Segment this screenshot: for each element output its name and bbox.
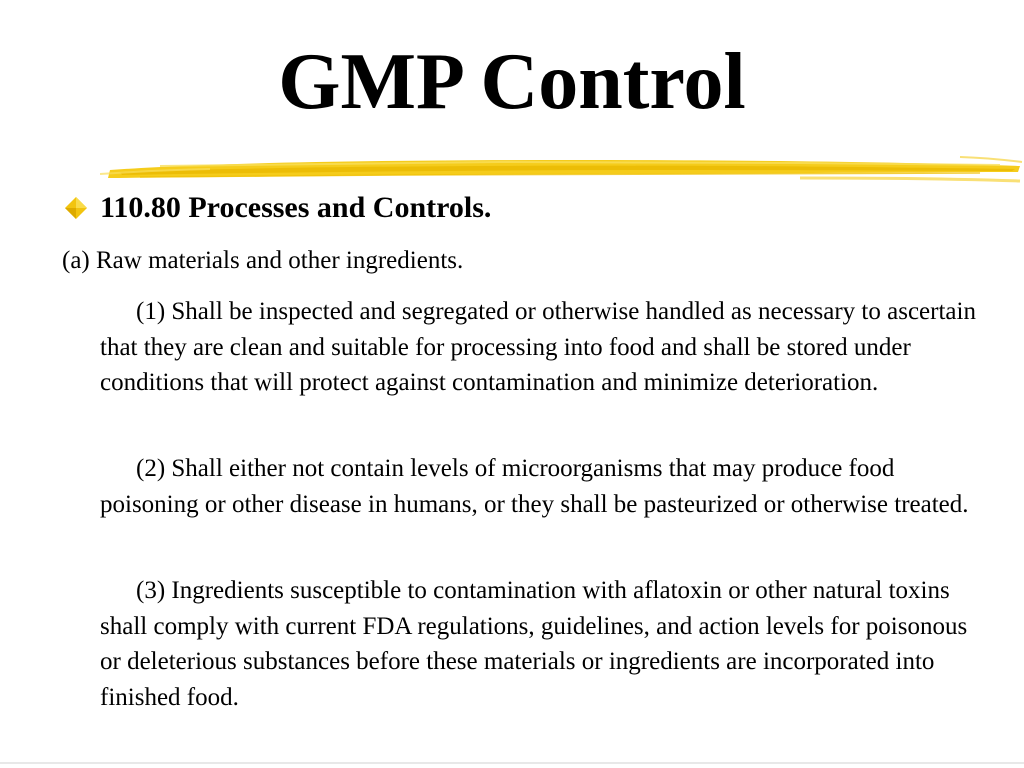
paragraph-1: (1) Shall be inspected and segregated or otherwise handled as necessary to ascertain that they are clean and suitable for processing into food and shall be stored under conditions that will protect against contamination and minimize deterioration.: [100, 298, 976, 396]
bullet-item: [64, 190, 491, 226]
diamond-bullet-icon: [64, 196, 88, 220]
bullet-heading: 110.80 Processes and Controls.: [100, 191, 492, 224]
paragraph-3: (3) Ingredients susceptible to contamination with aflatoxin or other natural toxins shall comply with current FDA regulations, guidelines, and action levels for poisonous or deleterious substances before these materials or ingredients are incorporated into finished food.: [100, 577, 968, 711]
subheading: (a) Raw materials and other ingredients.: [62, 247, 464, 274]
brush-stroke-underline: [100, 148, 1024, 190]
paragraph-2: (2) Shall either not contain levels of microorganisms that may produce food poisoning or other disease in humans, or they shall be pasteurized or otherwise treated.: [100, 455, 969, 518]
footer-divider: [0, 762, 1024, 764]
slide-title: GMP Control: [278, 38, 746, 126]
